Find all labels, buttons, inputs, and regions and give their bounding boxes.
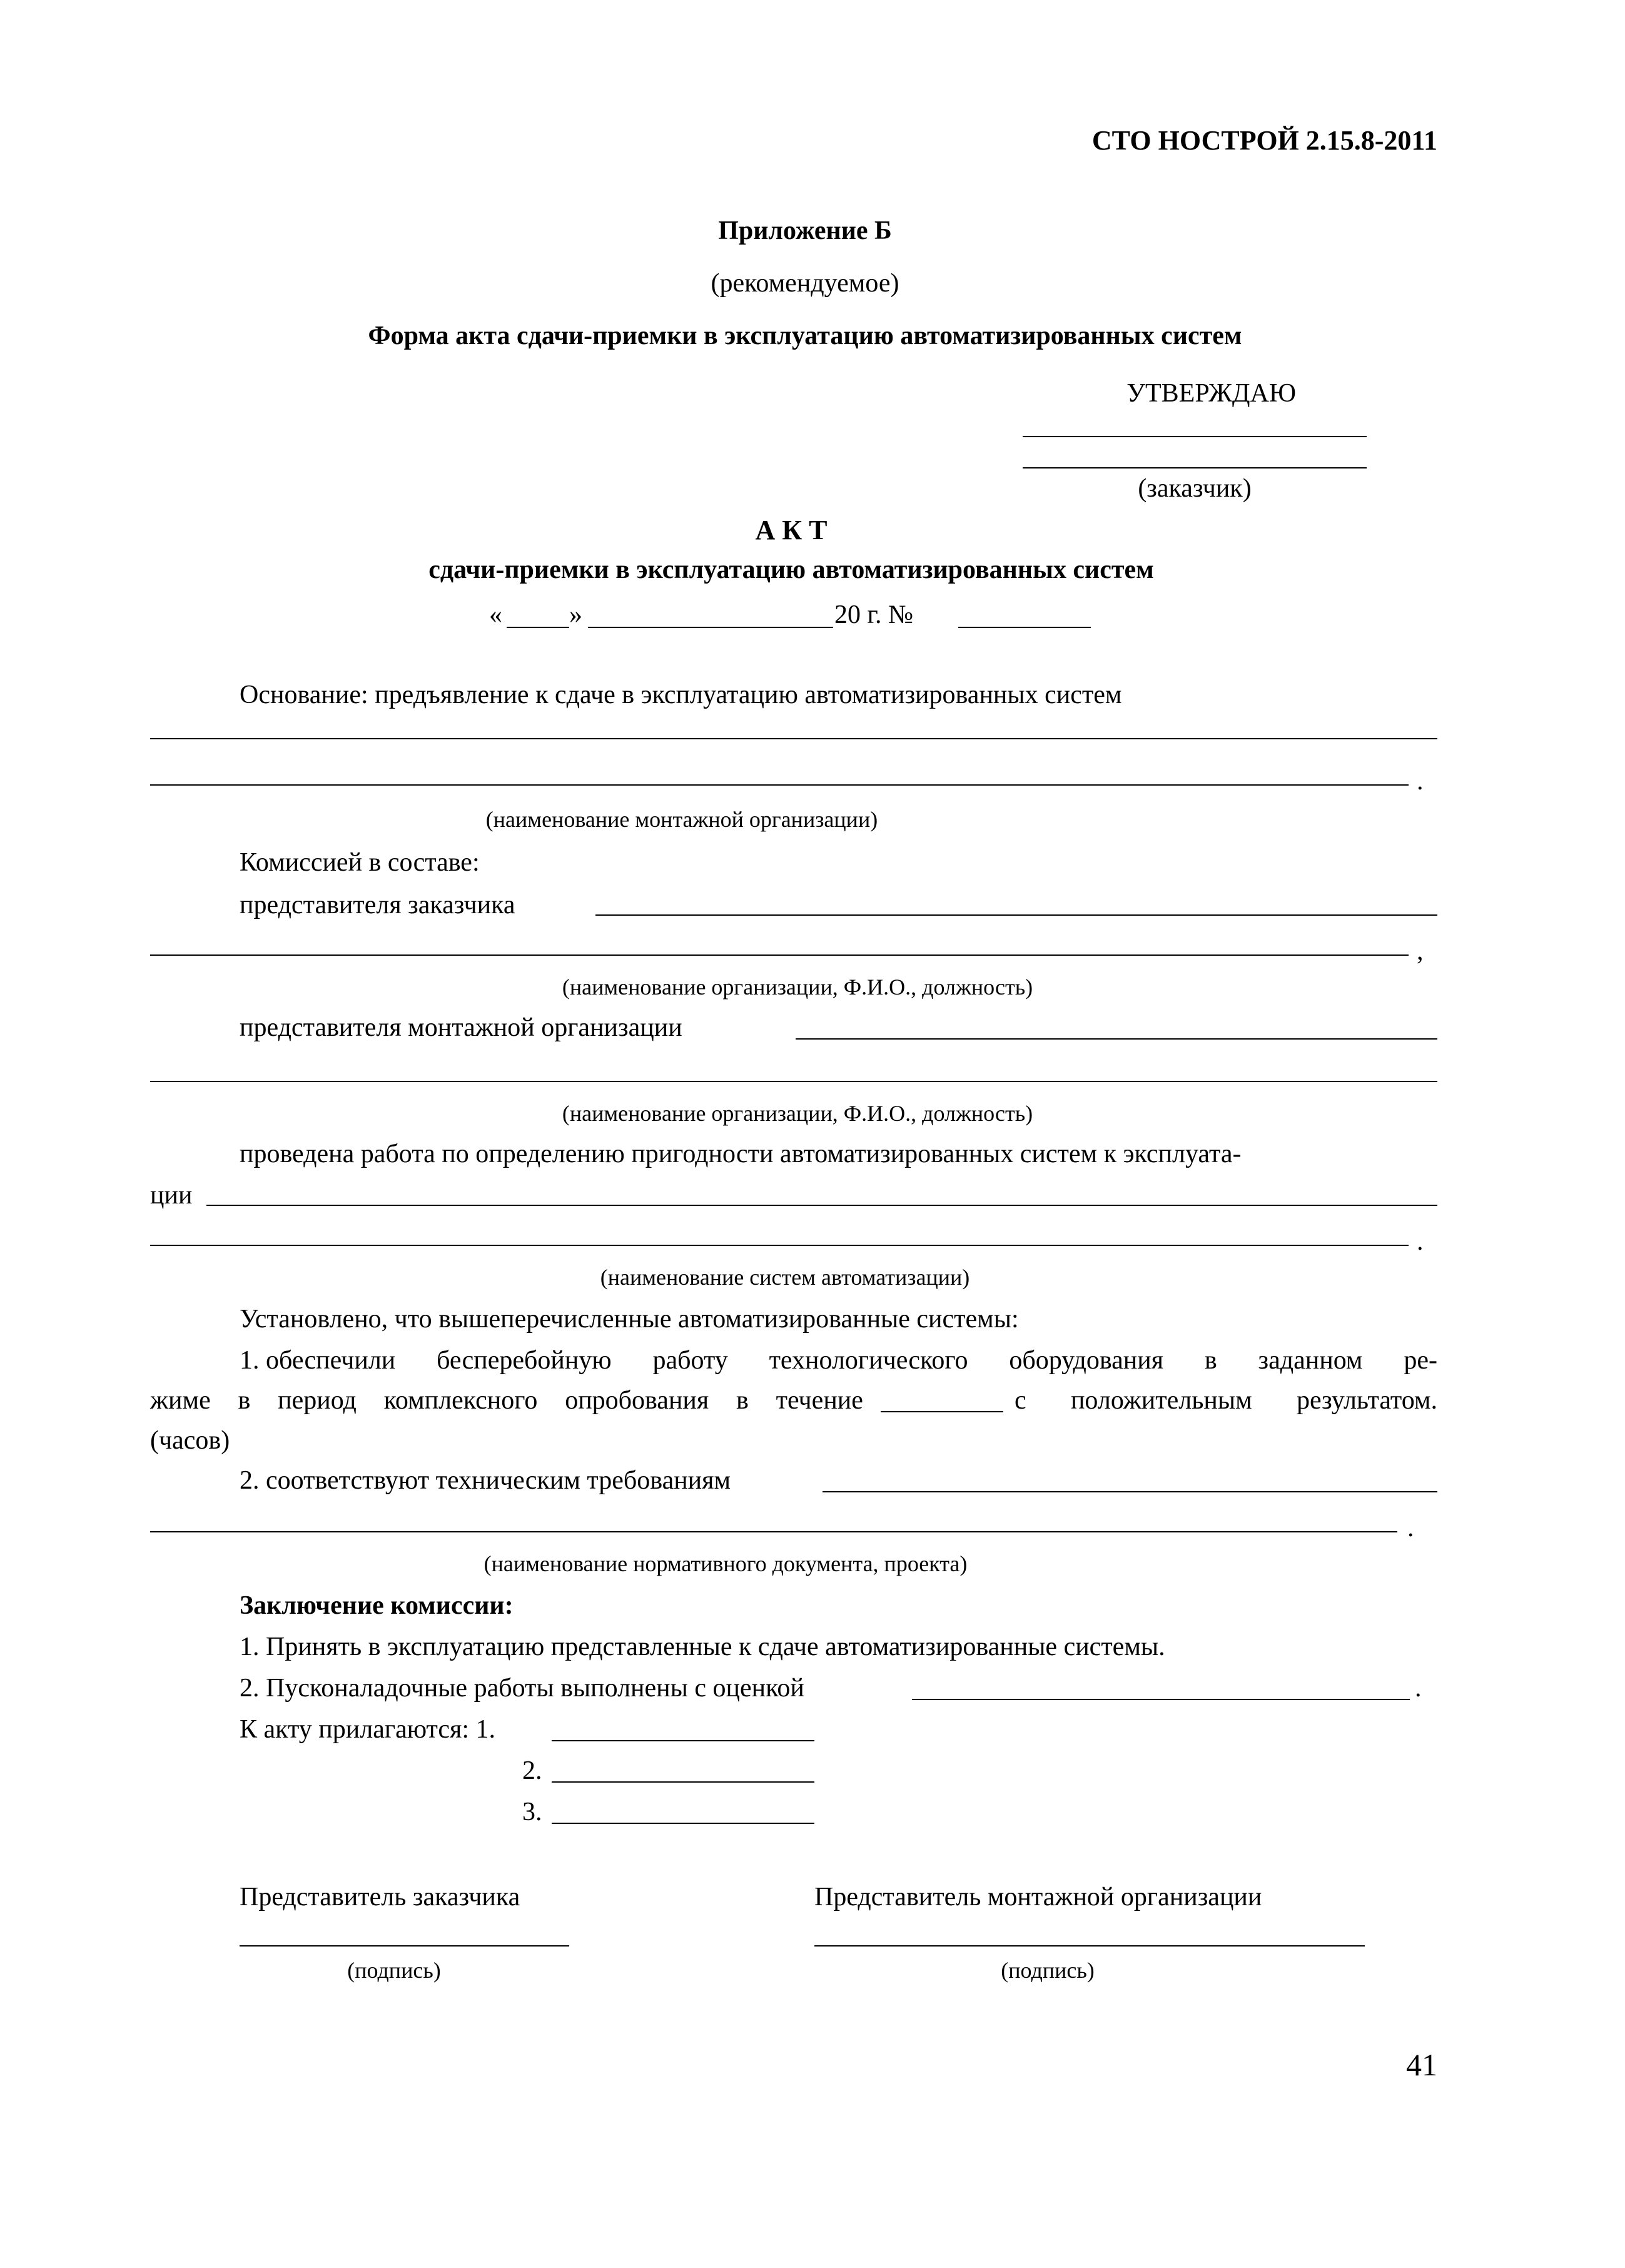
item1-word: ре-	[1404, 1346, 1437, 1375]
customer-rep-field[interactable]	[595, 914, 1437, 916]
established-intro: Установлено, что вышеперечисленные автоматизированные системы:	[240, 1305, 1019, 1334]
attachments-label: К акту прилагаются: 1.	[240, 1715, 496, 1744]
installer-rep-label: представителя монтажной организации	[240, 1013, 682, 1042]
approval-line-1[interactable]	[1023, 436, 1367, 437]
established-item-2-label: 2. соответствуют техническим требованиям	[240, 1466, 731, 1495]
standard-code: СТО НОСТРОЙ 2.15.8-2011	[1091, 125, 1437, 156]
hours-field[interactable]	[881, 1411, 1003, 1412]
customer-rep-label: представителя заказчика	[240, 891, 515, 919]
installer-signature-caption: (подпись)	[1001, 1958, 1095, 1983]
installer-rep-caption: (наименование организации, Ф.И.О., должность)	[562, 1101, 1033, 1126]
item1-word: в	[238, 1386, 251, 1415]
item1-word: работу	[652, 1346, 728, 1375]
systems-end-mark: .	[1417, 1227, 1424, 1256]
item1-word: 1. обеспечили	[240, 1346, 396, 1375]
basis-line-2[interactable]	[150, 784, 1409, 786]
date-day-field[interactable]	[507, 627, 569, 628]
systems-line-2[interactable]	[150, 1245, 1409, 1246]
item1-word: с	[1015, 1386, 1026, 1415]
customer-signature-caption: (подпись)	[347, 1958, 441, 1983]
customer-signature-label: Представитель заказчика	[240, 1883, 520, 1911]
hours-unit: (часов)	[150, 1426, 230, 1455]
conclusion-title: Заключение комиссии:	[240, 1591, 514, 1620]
act-subtitle: сдачи-приемки в эксплуатацию автоматизированных систем	[428, 555, 1154, 584]
basis-end-mark: .	[1417, 767, 1424, 796]
item1-word: технологического	[769, 1346, 968, 1375]
item1-word: опробования	[565, 1386, 709, 1415]
established-item-1-line-2-start	[150, 1387, 863, 1414]
established-item-1-line-2-end	[1015, 1387, 1437, 1414]
page-number: 41	[1406, 2047, 1437, 2082]
basis-caption: (наименование монтажной организации)	[485, 807, 878, 832]
attachment-3-label: 3.	[522, 1798, 542, 1826]
customer-signature-field[interactable]	[240, 1945, 569, 1947]
grade-end-mark: .	[1415, 1674, 1422, 1703]
customer-rep-line-2[interactable]	[150, 954, 1409, 956]
basis-line-1[interactable]	[150, 738, 1437, 739]
basis-text: Основание: предъявление к сдаче в эксплуатацию автоматизированных систем	[240, 681, 1122, 709]
appendix-title: Приложение Б	[718, 216, 892, 245]
requirements-end-mark: .	[1407, 1514, 1414, 1542]
approval-caption: (заказчик)	[1138, 474, 1252, 503]
act-title: А К Т	[755, 515, 828, 545]
work-text-line-1: проведена работа по определению пригодности автоматизированных систем к эксплуата-	[240, 1140, 1242, 1168]
established-item-1-line-1	[240, 1347, 1437, 1374]
item1-word: течение	[776, 1386, 863, 1415]
item1-word: положительным	[1070, 1386, 1252, 1415]
form-title: Форма акта сдачи-приемки в эксплуатацию автоматизированных систем	[368, 321, 1242, 350]
requirements-caption: (наименование нормативного документа, проекта)	[483, 1551, 968, 1576]
installer-rep-field[interactable]	[796, 1038, 1437, 1040]
appendix-status: (рекомендуемое)	[711, 269, 899, 298]
systems-caption: (наименование систем автоматизации)	[600, 1265, 970, 1290]
customer-rep-caption: (наименование организации, Ф.И.О., должность)	[562, 975, 1033, 1000]
requirements-line-2[interactable]	[150, 1531, 1397, 1532]
item1-word: в	[1204, 1346, 1217, 1375]
approval-label: УТВЕРЖДАЮ	[1126, 379, 1296, 408]
systems-field[interactable]	[206, 1205, 1437, 1206]
installer-signature-label: Представитель монтажной организации	[814, 1883, 1262, 1911]
requirements-field[interactable]	[823, 1491, 1437, 1492]
conclusion-item-2: 2. Пусконаладочные работы выполнены с оценкой	[240, 1674, 804, 1703]
installer-rep-line-2[interactable]	[150, 1081, 1437, 1082]
customer-rep-end-mark: ,	[1417, 937, 1424, 966]
date-month-field[interactable]	[588, 627, 833, 628]
conclusion-item-1: 1. Принять в эксплуатацию представленные к сдаче автоматизированные системы.	[240, 1633, 1165, 1661]
act-number-field[interactable]	[958, 627, 1091, 628]
installer-signature-field[interactable]	[814, 1945, 1365, 1947]
commission-intro: Комиссией в составе:	[240, 848, 480, 877]
grade-field[interactable]	[912, 1699, 1410, 1700]
work-text-line-2: ции	[150, 1181, 193, 1210]
item1-word: жиме	[150, 1386, 211, 1415]
date-close-quote: »	[569, 600, 582, 629]
attachment-1-field[interactable]	[552, 1740, 814, 1741]
date-open-quote: «	[489, 600, 502, 629]
approval-line-2[interactable]	[1023, 467, 1367, 468]
item1-word: период	[278, 1386, 357, 1415]
item1-word: результатом.	[1296, 1386, 1437, 1415]
item1-word: бесперебойную	[437, 1346, 612, 1375]
year-number-label: 20 г. №	[834, 600, 914, 629]
item1-word: комплексного	[383, 1386, 538, 1415]
item1-word: в	[736, 1386, 749, 1415]
attachment-2-label: 2.	[522, 1756, 542, 1785]
attachment-3-field[interactable]	[552, 1823, 814, 1824]
item1-word: оборудования	[1009, 1346, 1164, 1375]
item1-word: заданном	[1258, 1346, 1363, 1375]
attachment-2-field[interactable]	[552, 1781, 814, 1783]
